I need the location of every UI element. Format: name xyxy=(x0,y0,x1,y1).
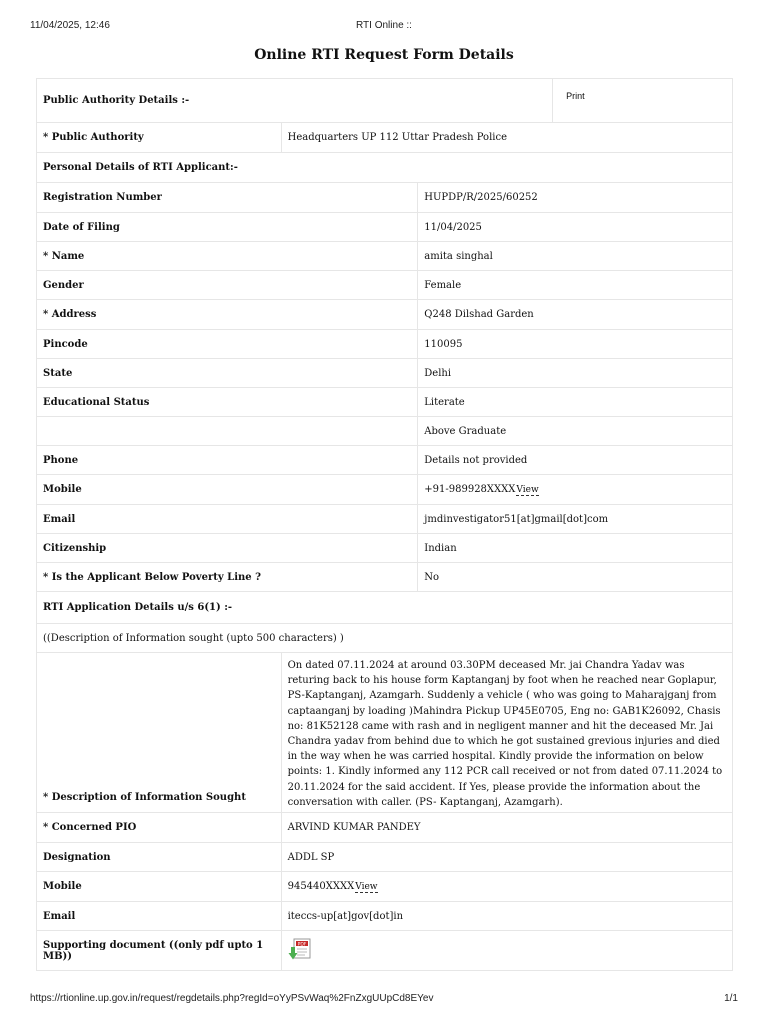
row-description xyxy=(37,653,733,813)
row-concerned-pio xyxy=(37,813,733,843)
field-value: Literate xyxy=(418,388,733,417)
field-value: Delhi xyxy=(418,359,733,388)
field-value: Details not provided xyxy=(418,446,733,475)
field-value: Indian xyxy=(418,534,733,563)
field-label: Email xyxy=(37,902,282,931)
field-label: Email xyxy=(37,505,418,534)
row-pio-mobile xyxy=(37,872,733,902)
field-label: Educational Status xyxy=(37,388,418,417)
row-education-detail xyxy=(37,417,733,446)
field-label: * Is the Applicant Below Poverty Line ? xyxy=(37,563,418,592)
section-application xyxy=(37,592,733,624)
field-label: Registration Number xyxy=(37,183,418,213)
row-supporting-document xyxy=(37,931,733,971)
page-title: Online RTI Request Form Details xyxy=(254,47,514,63)
section-public-authority xyxy=(37,79,733,123)
row-phone xyxy=(37,446,733,475)
field-label: Gender xyxy=(37,271,418,300)
field-label: * Concerned PIO xyxy=(37,813,282,843)
field-label: * Name xyxy=(37,242,418,271)
view-pio-mobile-link[interactable]: View xyxy=(355,882,378,892)
field-label: * Public Authority xyxy=(37,123,282,153)
row-citizenship xyxy=(37,534,733,563)
row-pio-email xyxy=(37,902,733,931)
row-registration xyxy=(37,183,733,213)
row-name xyxy=(37,242,733,271)
page-url: https://rtionline.up.gov.in/request/regdetails.php?regId=oYyPSvWaq%2FnZxgUUpCd8EYev xyxy=(30,993,434,1004)
pdf-download-icon[interactable] xyxy=(288,937,312,964)
field-label: Citizenship xyxy=(37,534,418,563)
field-value: No xyxy=(418,563,733,592)
pio-mobile-number: 945440XXXX xyxy=(287,881,355,892)
svg-text:PDF: PDF xyxy=(297,942,306,948)
page-number: 1/1 xyxy=(724,993,738,1004)
field-label: Pincode xyxy=(37,330,418,359)
row-designation xyxy=(37,843,733,872)
row-email xyxy=(37,505,733,534)
field-label: * Address xyxy=(37,300,418,330)
field-value: amita singhal xyxy=(418,242,733,271)
row-description-note xyxy=(37,624,733,653)
description-note: ((Description of Information sought (upto 500 characters) ) xyxy=(37,624,733,653)
mobile-number: +91-989928XXXX xyxy=(424,484,516,495)
field-value xyxy=(281,872,732,902)
description-text: On dated 07.11.2024 at around 03.30PM deceased Mr. jai Chandra Yadav was returing back to his house form Kaptanganj by foot when he reached near Goplapur, PS-Kaptanganj, Azamgarh. Suddenly a vehicle ( who was going to Maharajganj from captaanganj by loading )Mahindra Pickup UP45E0705, Eng no: GAB1K26092, Chasis no: 81K52128 came with rash and in negligent manner and hit the deceased Mr. Jai Chandra yadav from behind due to which he got sustained grevious injuries and died in the way when he was carried hospital. Kindly provide the information on below points: 1. Kindly informed any 112 PCR call received or not from dated 07.11.2024 to 20.11.2024 for the said accident. If Yes, please provide the information about the conversation with caller. (PS- Kaptanganj, Azamgarh). xyxy=(281,653,732,813)
section-heading: Personal Details of RTI Applicant:- xyxy=(37,153,733,183)
field-label: * Description of Information Sought xyxy=(37,653,282,813)
field-value: ARVIND KUMAR PANDEY xyxy=(281,813,732,843)
row-state xyxy=(37,359,733,388)
field-value: Headquarters UP 112 Uttar Pradesh Police xyxy=(281,123,732,153)
field-label: Designation xyxy=(37,843,282,872)
field-value: Q248 Dilshad Garden xyxy=(418,300,733,330)
row-gender xyxy=(37,271,733,300)
row-date-of-filing xyxy=(37,213,733,242)
field-value xyxy=(418,475,733,505)
field-value: HUPDP/R/2025/60252 xyxy=(418,183,733,213)
section-heading: RTI Application Details u/s 6(1) :- xyxy=(37,592,733,624)
row-address xyxy=(37,300,733,330)
section-heading: Public Authority Details :- xyxy=(37,79,553,123)
field-value: 11/04/2025 xyxy=(418,213,733,242)
field-label: State xyxy=(37,359,418,388)
print-page-title: RTI Online :: xyxy=(356,20,412,31)
row-mobile xyxy=(37,475,733,505)
field-label: Mobile xyxy=(37,872,282,902)
field-label: Mobile xyxy=(37,475,418,505)
field-label: Phone xyxy=(37,446,418,475)
field-label: Supporting document ((only pdf upto 1 MB)) xyxy=(37,931,282,971)
field-label: Date of Filing xyxy=(37,213,418,242)
row-education xyxy=(37,388,733,417)
field-value: iteccs-up[at]gov[dot]in xyxy=(281,902,732,931)
field-value: 110095 xyxy=(418,330,733,359)
row-pincode xyxy=(37,330,733,359)
field-label-empty xyxy=(37,417,418,446)
print-datetime: 11/04/2025, 12:46 xyxy=(30,20,110,31)
field-value: Female xyxy=(418,271,733,300)
row-public-authority xyxy=(37,123,733,153)
rti-details-table xyxy=(36,78,733,971)
field-value: ADDL SP xyxy=(281,843,732,872)
print-link[interactable]: Print xyxy=(553,79,733,123)
field-value: Above Graduate xyxy=(418,417,733,446)
view-mobile-link[interactable]: View xyxy=(516,485,539,495)
field-value: jmdinvestigator51[at]gmail[dot]com xyxy=(418,505,733,534)
field-value xyxy=(281,931,732,971)
section-personal xyxy=(37,153,733,183)
row-bpl xyxy=(37,563,733,592)
